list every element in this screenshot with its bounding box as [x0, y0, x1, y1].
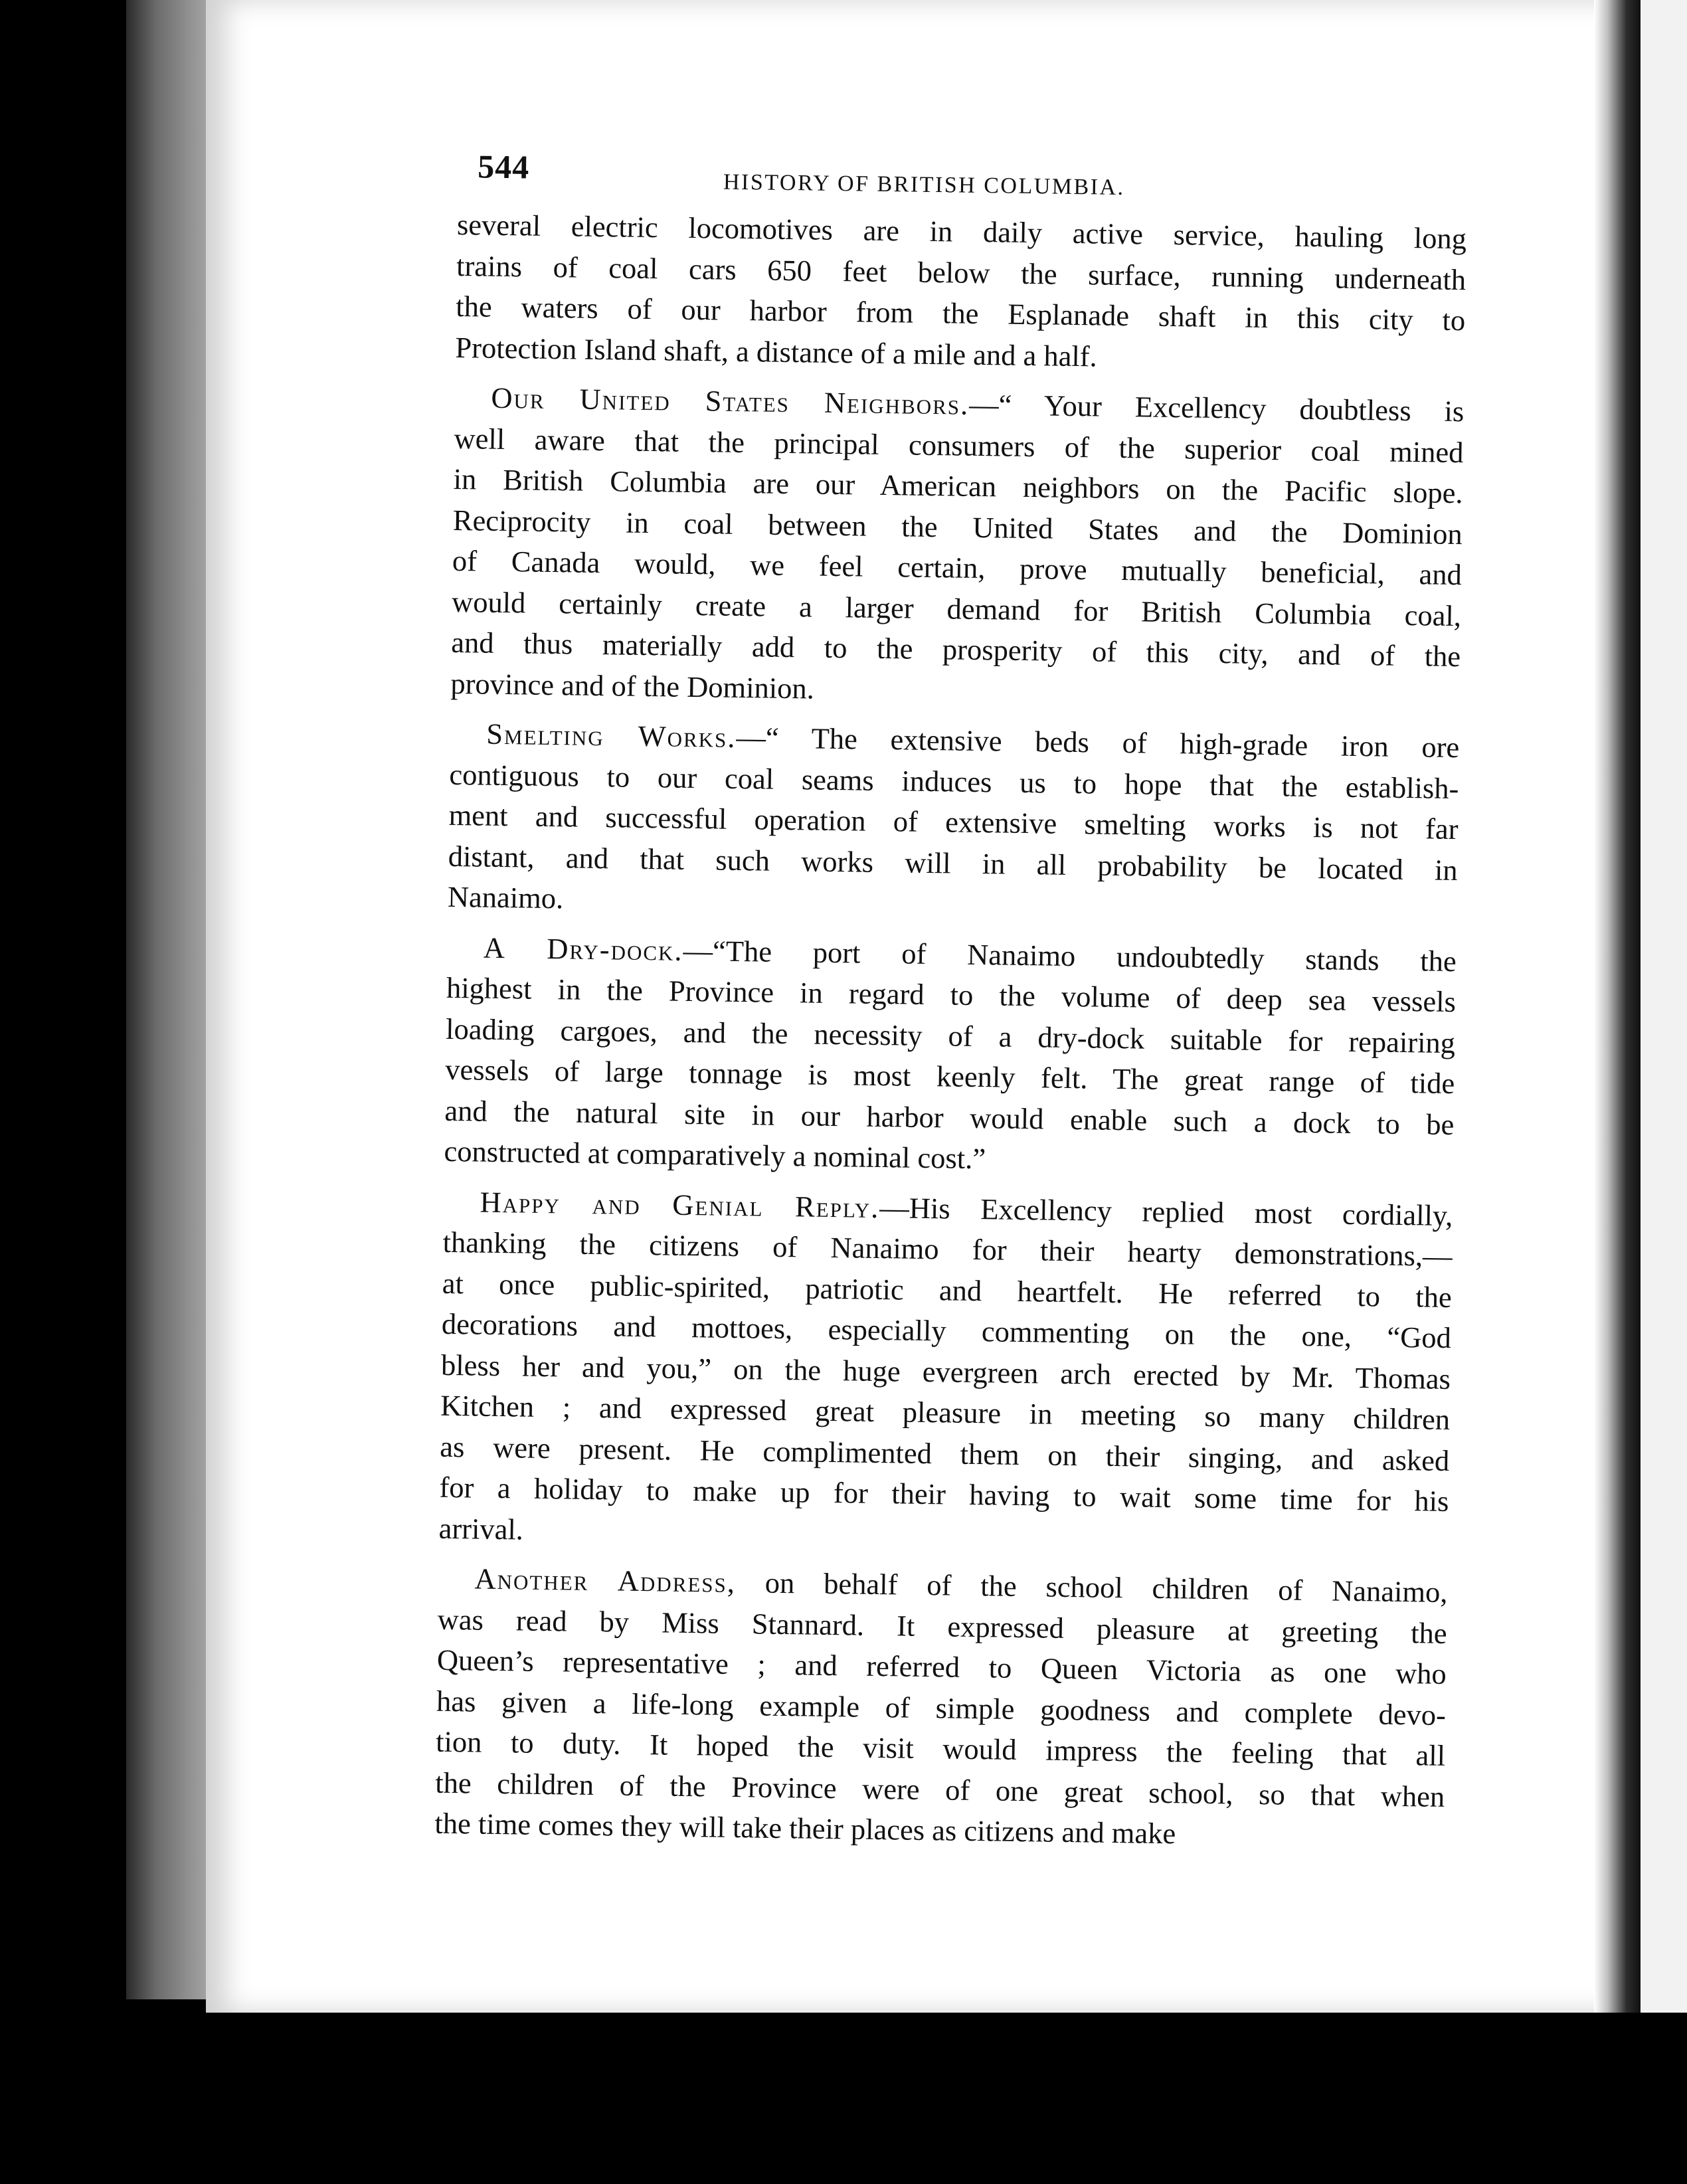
section-lead: Smelting Works. [486, 717, 737, 754]
line-text: as were present. He complimented them on their singing, and asked [440, 1429, 1450, 1477]
paragraph [444, 927, 1457, 1186]
line-text: the waters of our harbor from the Esplanade shaft in this city to [456, 289, 1466, 337]
line-text: trains of coal cars 650 feet below the surface, running underneath [456, 248, 1466, 296]
line-text: decorations and mottoes, especially commenting on the one, “God [441, 1307, 1452, 1355]
line-text: the children of the Province were of one great school, so that when [434, 1766, 1445, 1813]
line-text: Kitchen ; and expressed great pleasure in meeting so many children [440, 1388, 1451, 1437]
line-text: and thus materially add to the prosperity of this city, and of the [450, 625, 1461, 674]
line-text: well aware that the principal consumers of the superior coal mined [454, 421, 1464, 469]
scan-bottom-border [0, 2013, 1687, 2184]
line-text: for a holiday to make up for their having to wait some time for his [439, 1470, 1449, 1518]
page-content [434, 133, 1468, 1867]
line-text: has given a life-long example of simple goodness and complete devo- [436, 1684, 1447, 1732]
line-text: Queen’s representative ; and referred to Queen Victoria as one who [436, 1643, 1447, 1690]
paragraph [455, 205, 1466, 382]
line-text: ment and successful operation of extensive smelting works is not far [448, 798, 1459, 846]
paragraph [450, 377, 1465, 718]
line-text: in British Columbia are our American neighbors on the Pacific slope. [453, 462, 1463, 510]
adjacent-page-edge [1641, 0, 1687, 2013]
book-gutter-edge [126, 0, 213, 1999]
section-lead: Another Address, [474, 1562, 737, 1599]
paragraph [438, 1181, 1453, 1563]
line-text: vessels of large tonnage is most keenly felt. The great range of tide [444, 1052, 1455, 1101]
line-text: the time comes they will take their places as citizens and make [434, 1806, 1176, 1851]
line-text: —“The port of Nanaimo undoubtedly stands the [683, 933, 1457, 978]
line-text: constructed at comparatively a nominal cost.” [444, 1134, 986, 1176]
line-text: would certainly create a larger demand for British Columbia coal, [451, 585, 1462, 632]
paragraph [448, 713, 1460, 932]
line-text: —His Excellency replied most cordially, [879, 1190, 1453, 1232]
line-text: on behalf of the school children of Nanaimo, [735, 1566, 1448, 1609]
line-text: arrival. [438, 1511, 524, 1546]
section-lead: A Dry-dock. [483, 931, 683, 967]
line-text: —“ Your Excellency doubtless is [968, 387, 1465, 428]
line-text: bless her and you,” on the huge evergreen arch erected by Mr. Thomas [440, 1348, 1451, 1396]
section-lead: Happy and Genial Reply. [480, 1185, 880, 1224]
line-text: was read by Miss Stannard. It expressed pleasure at greeting the [437, 1602, 1447, 1650]
line-text: province and of the Dominion. [450, 666, 815, 705]
section-lead: Our United States Neighbors. [491, 381, 970, 421]
page-binding-shadow [1594, 0, 1641, 2013]
line-text: tion to duty. It hoped the visit would impress the feeling that all [435, 1724, 1446, 1772]
line-text: of Canada would, we feel certain, prove mutually beneficial, and [452, 543, 1463, 592]
line-text: loading cargoes, and the necessity of a dry-dock suitable for repairing [445, 1012, 1456, 1059]
line-text: —“ The extensive beds of high-grade iron ore [736, 720, 1460, 765]
page-number: 544 [477, 147, 530, 186]
line-text: highest in the Province in regard to the volume of deep sea vessels [446, 970, 1457, 1019]
body-text [434, 205, 1466, 1858]
line-text: distant, and that such works will in all probability be located in [448, 839, 1459, 887]
line-text: thanking the citizens of Nanaimo for their hearty demonstrations,— [442, 1225, 1453, 1273]
line-text: Protection Island shaft, a distance of a mile and a half. [455, 330, 1098, 373]
line-text: at once public-spirited, patriotic and heartfelt. He referred to the [442, 1266, 1453, 1314]
line-text: Reciprocity in coal between the United States and the Dominion [452, 503, 1463, 551]
line-text: several electric locomotives are in daily active service, hauling long [456, 207, 1467, 256]
line-text: contiguous to our coal seams induces us to hope that the establish- [449, 757, 1459, 805]
paragraph [434, 1558, 1448, 1859]
line-text: and the natural site in our harbor would enable such a dock to be [444, 1093, 1455, 1141]
line-text: Nanaimo. [447, 879, 564, 915]
running-title: HISTORY OF BRITISH COLUMBIA. [723, 169, 1125, 201]
